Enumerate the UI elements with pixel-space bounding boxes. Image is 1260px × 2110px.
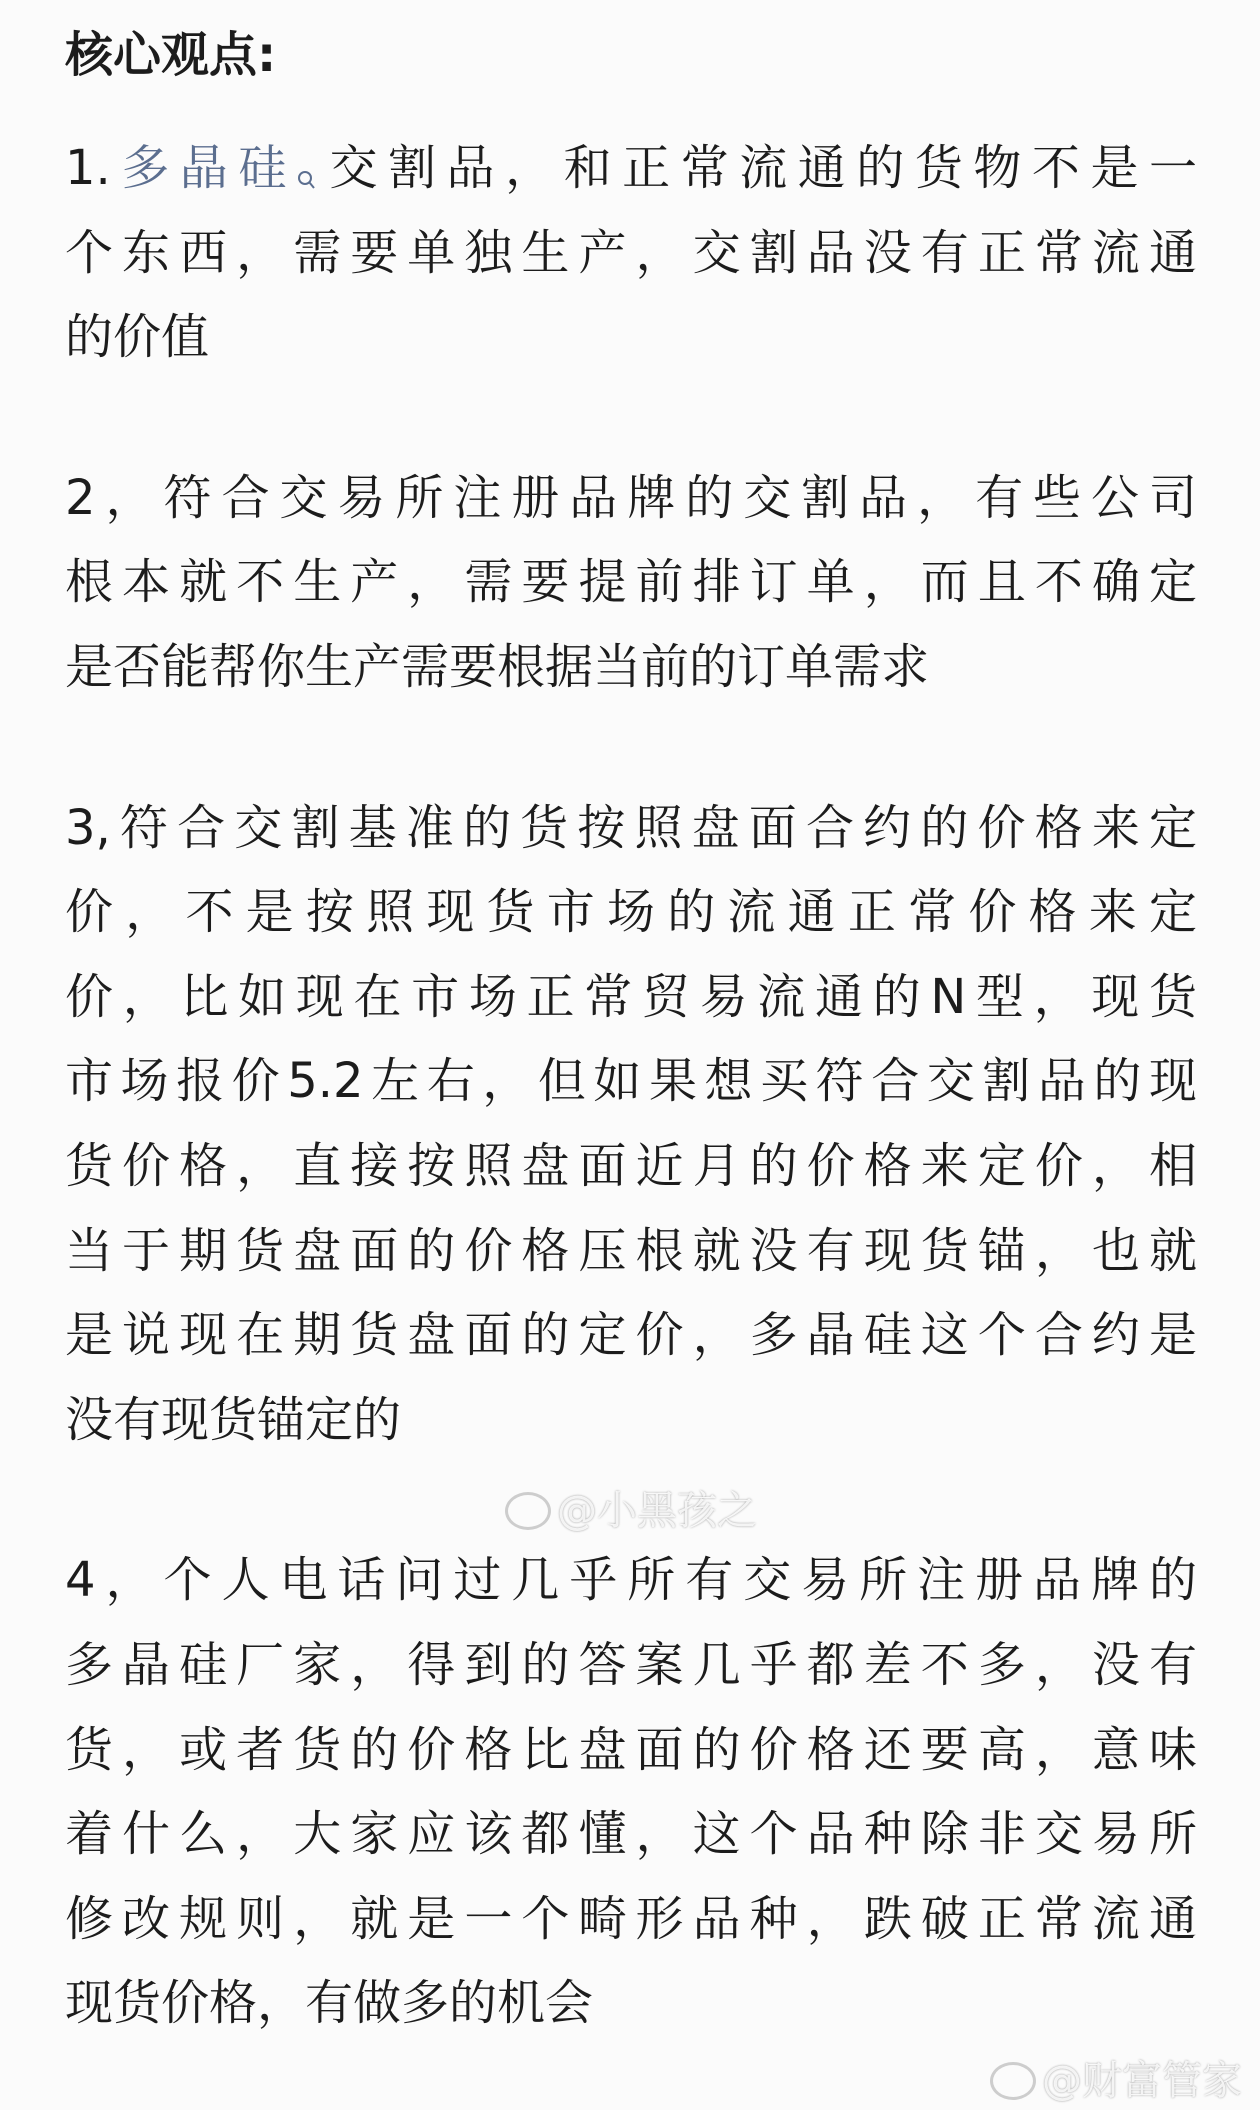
paragraph-line: 现货价格，有做多的机会	[65, 1975, 594, 2032]
watermark-text: @小黑孩之	[557, 1488, 757, 1534]
watermark-bottom	[990, 2058, 1242, 2104]
paragraph-line: 货价格，直接按照盘面近月的价格来定价，相	[65, 1137, 1197, 1194]
paragraph-line: 的价值	[65, 309, 210, 366]
paragraph-line: 个东西，需要单独生产，交割品没有正常流通	[65, 224, 1197, 281]
paragraph-2	[65, 456, 1197, 710]
watermark-center	[505, 1488, 757, 1534]
keyword-link-polysilicon[interactable]: 多晶硅	[110, 140, 297, 196]
post-content	[65, 20, 1197, 2046]
paragraph-line: 2，符合交易所注册品牌的交割品，有些公司	[65, 469, 1197, 526]
paragraph-line: 根本就不生产，需要提前排订单，而且不确定	[65, 554, 1197, 611]
paragraph-line: 市场报价5.2左右，但如果想买符合交割品的现	[65, 1053, 1197, 1110]
paragraph-line: 4，个人电话问过几乎所有交易所注册品牌的	[65, 1552, 1197, 1609]
paragraph-line: 当于期货盘面的价格压根就没有现货锚，也就	[65, 1222, 1197, 1279]
paragraph-3	[65, 786, 1197, 1463]
paragraph-line	[65, 126, 1197, 211]
paragraph-line: 着什么，大家应该都懂，这个品种除非交易所	[65, 1806, 1197, 1863]
list-number: 1.	[65, 140, 111, 196]
paragraph-line: 3,符合交割基准的货按照盘面合约的价格来定	[65, 799, 1197, 856]
paragraph-line: 价，比如现在市场正常贸易流通的N型，现货	[65, 968, 1197, 1025]
paragraph-4	[65, 1538, 1197, 2046]
paragraph-line: 没有现货锚定的	[65, 1391, 402, 1448]
weibo-logo-icon	[505, 1492, 551, 1530]
paragraph-line: 多晶硅厂家，得到的答案几乎都差不多，没有	[65, 1636, 1197, 1693]
search-icon[interactable]	[297, 134, 317, 219]
paragraph-line: 价，不是按照现货市场的流通正常价格来定	[65, 884, 1197, 941]
paragraph-line: 是否能帮你生产需要根据当前的订单需求	[65, 638, 930, 695]
watermark-text: @财富管家	[1042, 2058, 1242, 2104]
weibo-logo-icon	[990, 2062, 1036, 2100]
paragraph-line: 修改规则，就是一个畸形品种，跌破正常流通	[65, 1890, 1197, 1947]
paragraph-line: 是说现在期货盘面的定价，多晶硅这个合约是	[65, 1307, 1197, 1364]
heading: 核心观点:	[65, 27, 277, 83]
line-text: 交割品，和正常流通的货物不是一	[318, 140, 1197, 196]
paragraph-1	[65, 126, 1197, 380]
paragraph-line: 货，或者货的价格比盘面的价格还要高，意味	[65, 1721, 1197, 1778]
